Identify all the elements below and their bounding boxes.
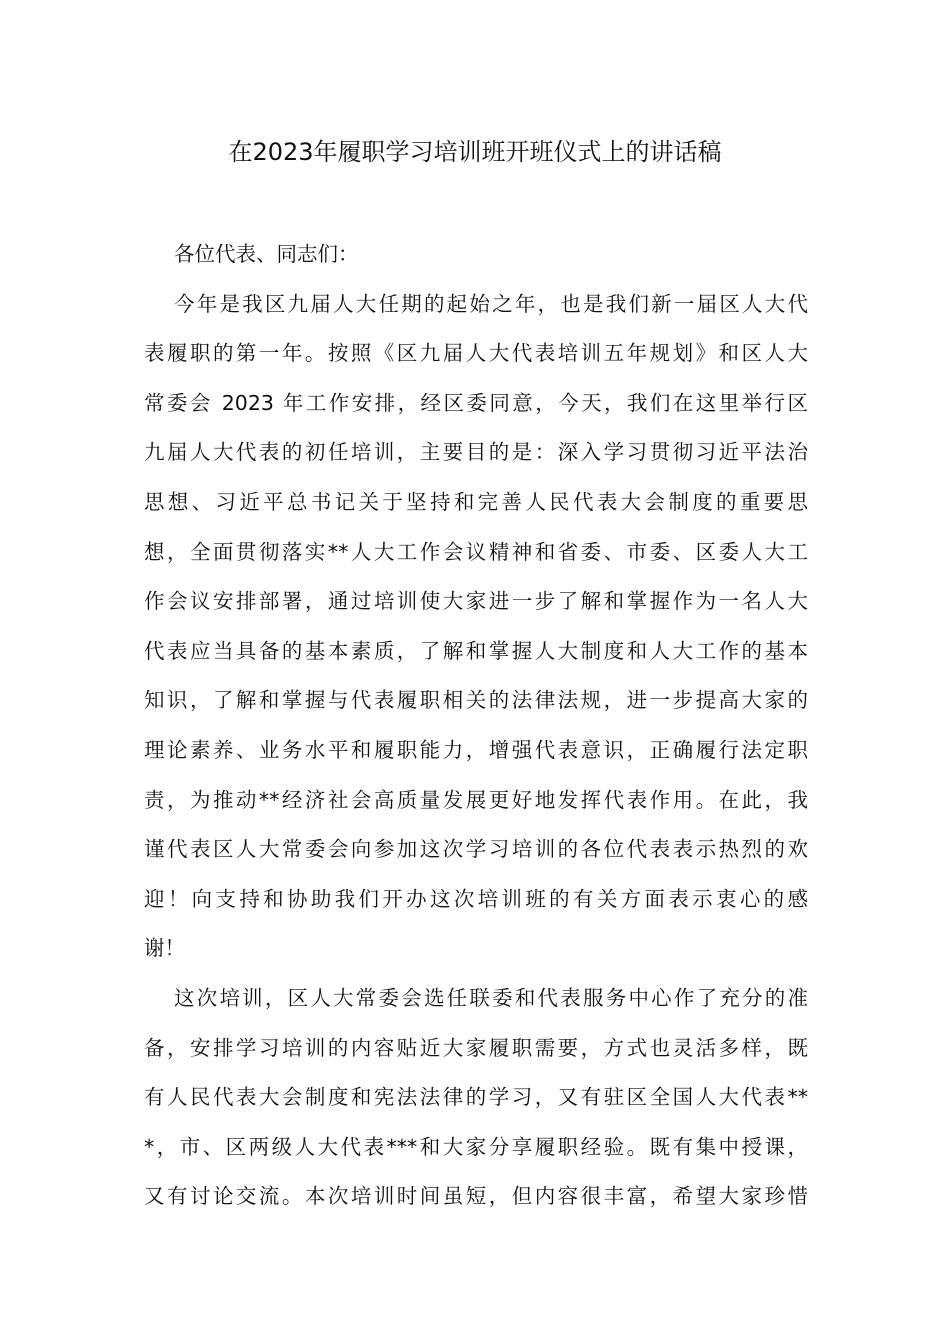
body-line: 表履职的第一年。按照《区九届人大代表培训五年规划》和区人大 (144, 341, 808, 366)
body-line: 责，为推动**经济社会高质量发展更好地发挥代表作用。在此，我 (144, 787, 808, 812)
body-line: 迎！向支持和协助我们开办这次培训班的有关方面表示衷心的感 (144, 886, 808, 911)
body-line: 代表应当具备的基本素质，了解和掌握人大制度和人大工作的基本 (144, 638, 808, 663)
body-line: 备，安排学习培训的内容贴近大家履职需要，方式也灵活多样，既 (144, 1035, 808, 1060)
body-line: 想，全面贯彻落实**人大工作会议精神和省委、市委、区委人大工 (144, 539, 808, 564)
body-line: 九届人大代表的初任培训，主要目的是：深入学习贯彻习近平法治 (144, 440, 808, 465)
body-line: 谨代表区人大常委会向参加这次学习培训的各位代表表示热烈的欢 (144, 837, 808, 862)
body-line: 知识，了解和掌握与代表履职相关的法律法规，进一步提高大家的 (144, 688, 808, 713)
body-line: 又有讨论交流。本次培训时间虽短，但内容很丰富，希望大家珍惜 (144, 1184, 808, 1209)
body-line: 常委会 2023 年工作安排，经区委同意，今天，我们在这里举行区 (144, 390, 808, 415)
body-line: 各位代表、同志们： (174, 242, 359, 266)
body-line: 作会议安排部署，通过培训使大家进一步了解和掌握作为一名人大 (144, 589, 808, 614)
body-line: *，市、区两级人大代表***和大家分享履职经验。既有集中授课， (144, 1134, 808, 1159)
document-body (144, 230, 808, 1222)
body-line: 这次培训，区人大常委会选任联委和代表服务中心作了充分的准 (174, 985, 808, 1010)
body-line: 有人民代表大会制度和宪法法律的学习，又有驻区全国人大代表** (144, 1085, 808, 1110)
body-line: 思想、习近平总书记关于坚持和完善人民代表大会制度的重要思 (144, 489, 808, 514)
body-line: 理论素养、业务水平和履职能力，增强代表意识，正确履行法定职 (144, 737, 808, 762)
document-title: 在2023年履职学习培训班开班仪式上的讲话稿 (228, 138, 722, 166)
body-line: 谢！ (144, 936, 185, 961)
body-line: 今年是我区九届人大任期的起始之年，也是我们新一届区人大代 (174, 291, 808, 316)
